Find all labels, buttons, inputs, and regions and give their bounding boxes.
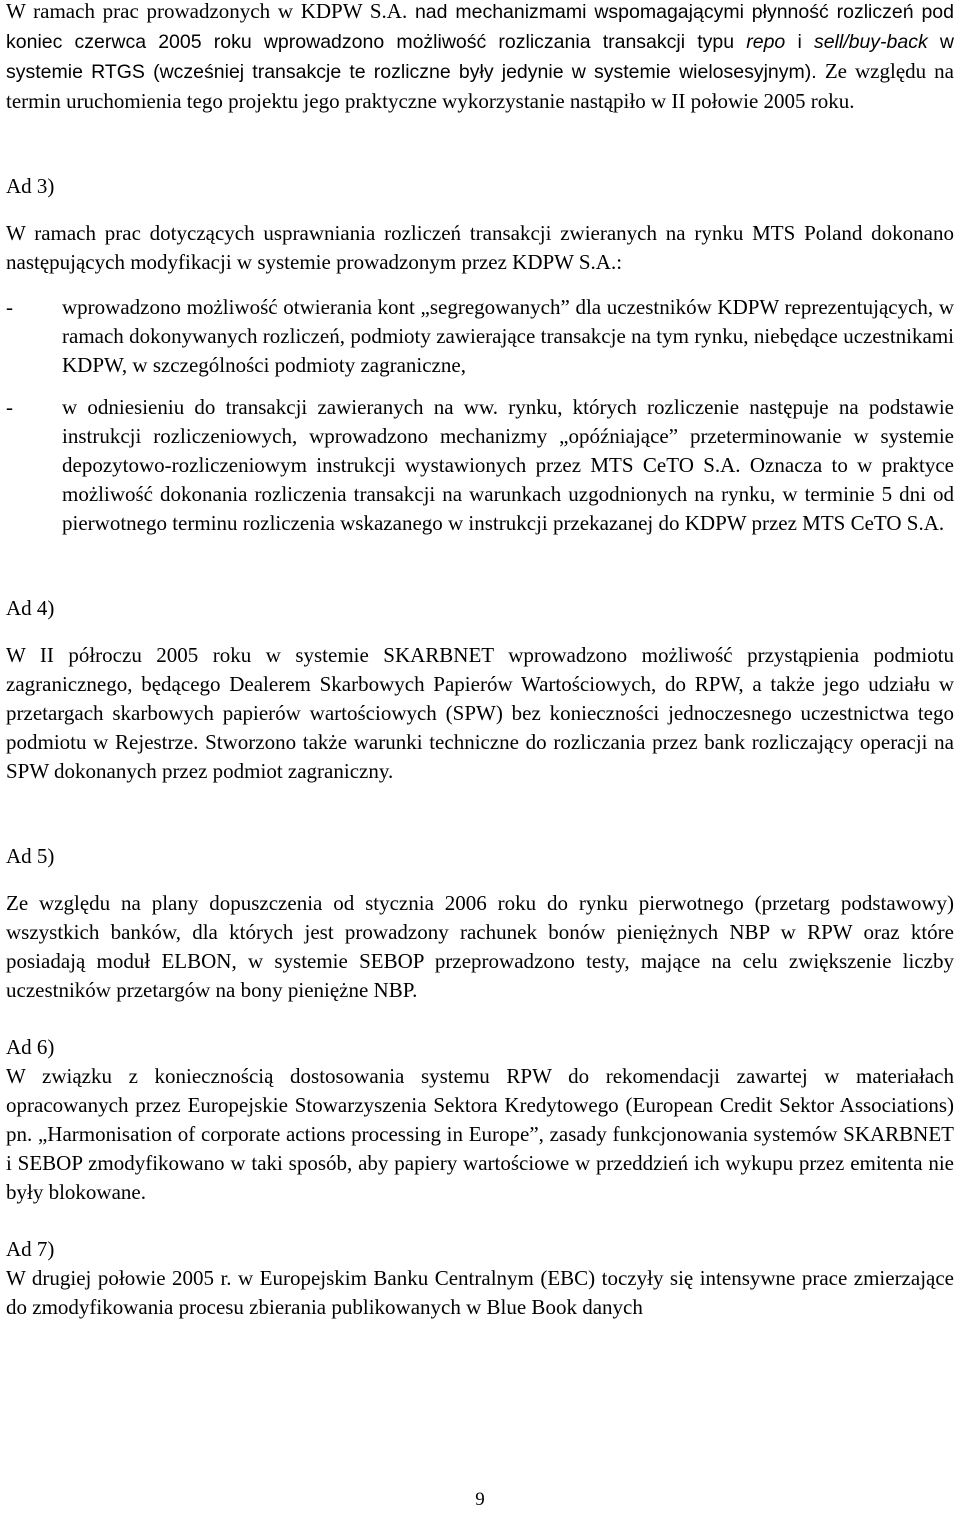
intro-paragraph [6,0,954,116]
bullet-text: wprowadzono możliwość otwierania kont „segregowanych” dla uczestników KDPW reprezentujących, w ramach dokonywanych rozliczeń, podmioty zawierające transakcje na tym rynku, niebędące uczestnikami KDPW, w szczególności podmioty zagraniczne, [62,295,954,377]
spacer [6,1005,954,1033]
term-sell-buy-back: sell/buy-back [813,31,928,53]
spacer [6,277,954,293]
bullet-dash: - [6,295,13,319]
bullet-text: w odniesieniu do transakcji zawieranych na ww. rynku, których rozliczenie następuje na podstawie instrukcji rozliczeniowych, wprowadzono mechanizmy „opóźniające” przeterminowanie w systemie depozytowo-rozliczeniowym instrukcji wystawionych przez MTS CeTO S.A. Oznacza to w praktyce możliwość dokonania rozliczenia transakcji na warunkach uzgodnionych na rynku, w terminie 5 dni od pierwotnego terminu rozliczenia wskazanego w instrukcji przekazanej do KDPW przez MTS CeTO S.A. [62,395,954,535]
intro-text-serif: W ramach prac prowadzonych w KDPW S.A. [6,0,415,23]
spacer [6,538,954,594]
ad7-paragraph: W drugiej połowie 2005 r. w Europejskim Banku Centralnym (EBC) toczyły się intensywne prace zmierzające do zmodyfikowania procesu zbierania publikowanych w Blue Book danych [6,1266,954,1319]
section-heading-ad7: Ad 7) [6,1237,55,1261]
spacer [6,786,954,842]
ad6-paragraph: W związku z koniecznością dostosowania systemu RPW do rekomendacji zawartej w materiałach opracowanych przez Europejskie Stowarzyszenia Sektora Kredytowego (European Credit Sektor Associations) pn. „Harmonisation of corporate actions processing in Europe”, zasady funkcjonowania systemów SKARBNET i SEBOP zmodyfikowano w taki sposób, aby papiery wartościowe w przeddzień ich wykupu przez emitenta nie były blokowane. [6,1064,954,1204]
spacer [6,1207,954,1235]
intro-text-sans: nad mechanizmami wspomagającymi płynność rozliczeń pod koniec czerwca 2005 roku wprowadzono możliwość rozliczania transakcji typu repo i sell/buy-back w systemie RTGS (wcześniej transakcje te rozliczne były jedynie w systemie wielosesyjnym). [6,1,954,83]
spacer [6,201,954,219]
list-item [6,393,954,538]
section-heading-ad3: Ad 3) [6,174,55,198]
spacer [6,871,954,889]
list-item [6,293,954,380]
ad3-bullet-list [6,293,954,538]
ad3-lead-paragraph: W ramach prac dotyczących usprawniania rozliczeń transakcji zwieranych na rynku MTS Poland dokonano następujących modyfikacji w systemie prowadzonym przez KDPW S.A.: [6,221,954,274]
spacer [6,623,954,641]
spacer [6,380,954,393]
ad4-paragraph: W II półroczu 2005 roku w systemie SKARBNET wprowadzono możliwość przystąpienia podmiotu zagranicznego, będącego Dealerem Skarbowych Papierów Wartościowych, do RPW, a także jego udziału w przetargach skarbowych papierów wartościowych (SPW) bez konieczności jednoczesnego uczestnictwa tego podmiotu w Rejestrze. Stworzono także warunki techniczne do rozliczania przez bank rozliczający operacji na SPW dokonanych przez podmiot zagraniczny. [6,643,954,783]
section-heading-ad5: Ad 5) [6,844,55,868]
term-repo: repo [746,31,786,53]
section-heading-ad6: Ad 6) [6,1035,55,1059]
ad5-paragraph: Ze względu na plany dopuszczenia od stycznia 2006 roku do rynku pierwotnego (przetarg podstawowy) wszystkich banków, dla których jest prowadzony rachunek bonów pieniężnych NBP w RPW oraz które posiadają moduł ELBON, w systemie SEBOP przeprowadzono testy, mające na celu zwiększenie liczby uczestników przetargów na bony pieniężne NBP. [6,891,954,1002]
section-heading-ad4: Ad 4) [6,596,55,620]
document-page [6,0,954,1322]
page-number: 9 [475,1489,485,1510]
spacer [6,116,954,172]
intro-text-serif-end: Ze względu na termin uruchomienia tego projektu jego praktyczne wykorzystanie nastąpiło w II połowie 2005 roku. [6,59,954,113]
bullet-dash: - [6,395,13,419]
